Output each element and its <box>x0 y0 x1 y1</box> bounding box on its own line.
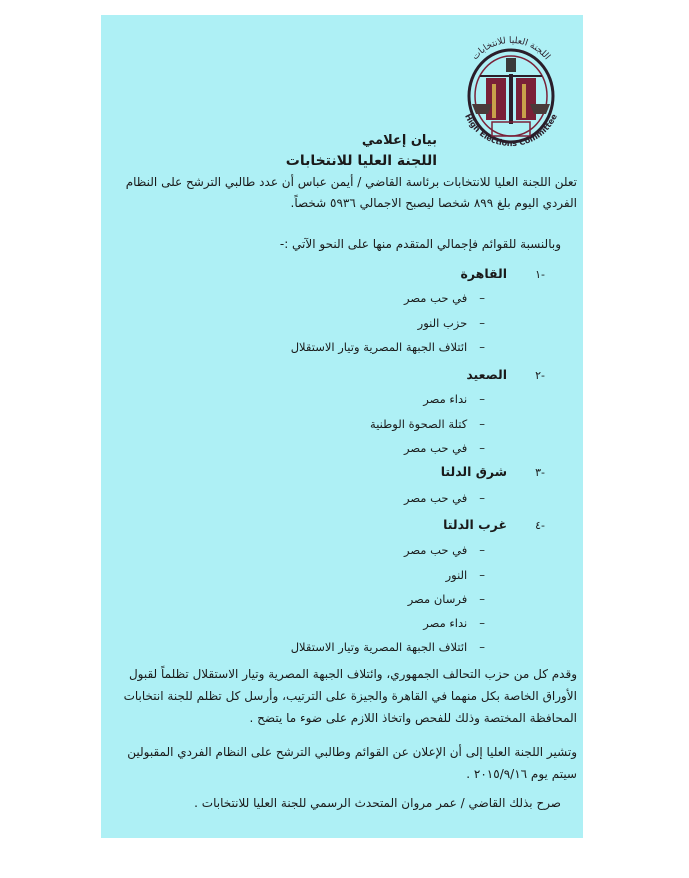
region-heading-cairo: القاهرة <box>460 266 507 281</box>
list-item: –ائتلاف الجبهة المصرية وتيار الاستقلال <box>290 340 485 354</box>
intro-line-1: تعلن اللجنة العليا للانتخابات برئاسة القاضي / أيمن عباس أن عدد طالبي الترشح على النظام <box>125 175 577 189</box>
complaint-line-3: المحافظة المختصة وذلك للفحص واتخاذ اللازم على ضوء ما يتضح . <box>249 711 577 725</box>
list-item: –في حب مصر <box>403 491 485 505</box>
list-item: –حزب النور <box>417 316 485 330</box>
list-item: –النور <box>445 568 485 582</box>
page-subtitle: اللجنة العليا للانتخابات <box>285 153 437 169</box>
list-item: –في حب مصر <box>403 543 485 557</box>
svg-text:High Elections Committee: High Elections Committee <box>463 112 559 149</box>
scales-of-justice-icon <box>448 18 573 158</box>
list-item: –فرسان مصر <box>407 592 485 606</box>
list-item: –نداء مصر <box>423 392 485 406</box>
announcement-line-2: سيتم يوم ٢٠١٥/٩/١٦ . <box>466 767 577 781</box>
complaint-line-1: وقدم كل من حزب التحالف الجمهوري، وائتلاف الجبهة المصرية وتيار الاستقلال تظلماً لقبول <box>128 667 577 681</box>
page-title: بيان إعلامي <box>361 133 437 148</box>
complaint-line-2: الأوراق الخاصة بكل منهما في القاهرة والجيزة على الترتيب، وأرسل كل تظلم للجنة انتخابات <box>123 689 577 703</box>
lists-intro: وبالنسبة للقوائم فإجمالي المتقدم منها على النحو الآتي :- <box>279 237 561 251</box>
high-elections-committee-logo <box>448 18 573 158</box>
announcement-line-1: وتشير اللجنة العليا إلى أن الإعلان عن القوائم وطالبي الترشح على النظام الفردي المقبولين <box>127 745 577 759</box>
svg-text:اللجنة العليا للانتخابات: اللجنة العليا للانتخابات <box>470 35 552 63</box>
list-item: –في حب مصر <box>403 291 485 305</box>
list-item: –نداء مصر <box>423 616 485 630</box>
intro-line-2: الفردي اليوم بلغ ٨٩٩ شخصا ليصبح الاجمالي ٥٩٣٦ شخصاً. <box>290 196 577 210</box>
region-heading-upper-egypt: الصعيد <box>466 367 507 382</box>
region-number: -٢ <box>535 369 545 382</box>
region-number: -٤ <box>535 519 545 532</box>
closing-statement: صرح بذلك القاضي / عمر مروان المتحدث الرسمي للجنة العليا للانتخابات . <box>194 796 561 810</box>
region-number: -١ <box>535 268 545 281</box>
list-item: –كتلة الصحوة الوطنية <box>370 417 485 431</box>
list-item: –في حب مصر <box>403 441 485 455</box>
list-item: –ائتلاف الجبهة المصرية وتيار الاستقلال <box>290 640 485 654</box>
region-heading-west-delta: غرب الدلتا <box>443 517 507 532</box>
region-heading-east-delta: شرق الدلتا <box>440 464 507 479</box>
region-number: -٣ <box>535 466 545 479</box>
